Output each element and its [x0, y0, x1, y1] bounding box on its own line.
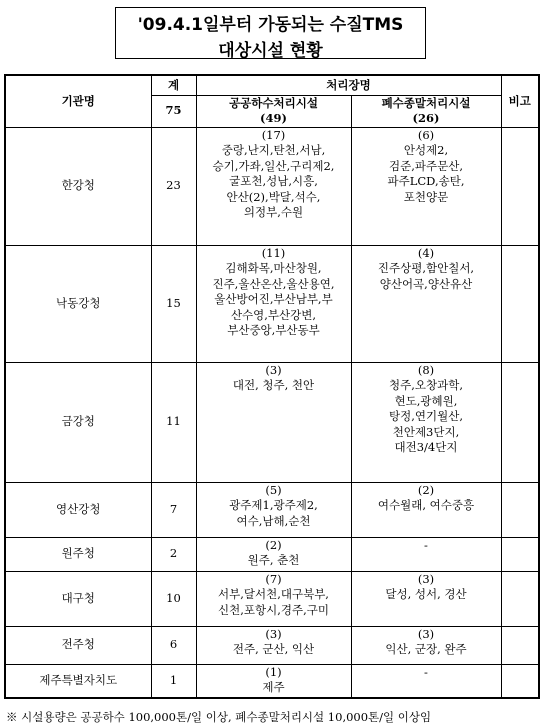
- table-row: [5, 626, 539, 664]
- agency-cell: 낙동강청: [5, 245, 151, 362]
- header-agency: 기관명: [5, 75, 151, 127]
- agency-cell: 한강청: [5, 127, 151, 245]
- total-cell: 11: [151, 362, 196, 482]
- public-facilities-cell: [196, 664, 351, 698]
- public-facility-line: 의정부,수원: [243, 205, 304, 219]
- table-row: [5, 362, 539, 482]
- public-facility-line: 승기,가좌,일산,구리제2,: [212, 158, 335, 173]
- waste-facility-line: 청주,오창과학,: [389, 378, 463, 392]
- total-cell: 1: [151, 664, 196, 698]
- public-facilities-cell: [196, 571, 351, 626]
- waste-facilities-cell: [351, 571, 501, 626]
- total-cell: 15: [151, 245, 196, 362]
- agency-cell: 대구청: [5, 571, 151, 626]
- total-cell: 23: [151, 127, 196, 245]
- waste-count: (3): [417, 626, 435, 641]
- waste-facilities-cell: [351, 127, 501, 245]
- table-row: [5, 127, 539, 245]
- waste-facility-line: 포천양문: [403, 189, 449, 204]
- note-cell: [501, 537, 539, 571]
- public-facilities-cell: [196, 362, 351, 482]
- note-cell: [501, 245, 539, 362]
- note-cell: [501, 482, 539, 537]
- note-cell: [501, 362, 539, 482]
- waste-facility-line: 파주LCD,송탄,: [387, 174, 465, 188]
- public-count: (7): [265, 571, 282, 586]
- header-public-label: 공공하수처리시설: [229, 95, 318, 110]
- public-facility-line: 광주제1,광주제2,: [229, 498, 318, 512]
- table-row: [5, 537, 539, 571]
- waste-facilities-cell: [351, 362, 501, 482]
- title-line-1: '09.4.1일부터 가동되는 수질TMS: [137, 15, 404, 35]
- waste-count: (6): [417, 127, 435, 142]
- public-count: (17): [261, 127, 286, 142]
- public-facility-line: 김해화목,마산창원,: [225, 261, 322, 275]
- public-facility-line: 굴포천,성남,시흥,: [229, 174, 318, 188]
- agency-cell: 금강청: [5, 362, 151, 482]
- table-row: [5, 245, 539, 362]
- waste-facility-line: 달성, 성서, 경산: [385, 587, 467, 601]
- note-cell: [501, 664, 539, 698]
- waste-facilities-cell: [351, 664, 501, 698]
- table-row: [5, 664, 539, 698]
- header-waste: [351, 95, 501, 127]
- public-facilities-cell: [196, 537, 351, 571]
- public-facility-line: 중랑,난지,탄천,서남,: [221, 143, 326, 157]
- total-cell: 2: [151, 537, 196, 571]
- waste-count: (3): [417, 571, 435, 586]
- table-row: [5, 571, 539, 626]
- waste-count: (8): [417, 362, 435, 377]
- footnote: ※ 시설용량은 공공하수 100,000톤/일 이상, 폐수종말처리시설 10,000톤/일 이상임: [6, 710, 432, 724]
- public-facility-line: 전주, 군산, 익산: [232, 642, 315, 656]
- public-count: (3): [265, 626, 282, 641]
- note-cell: [501, 571, 539, 626]
- public-facility-line: 산수영,부산강변,: [230, 307, 317, 322]
- header-public: [196, 95, 351, 127]
- public-facility-line: 신천,포항시,경주,구미: [218, 602, 329, 617]
- public-count: (3): [265, 362, 282, 377]
- table-body: [5, 127, 539, 698]
- total-cell: 7: [151, 482, 196, 537]
- waste-facility-line: 진주상평,함안칠서,: [377, 261, 475, 275]
- waste-facility-line: 여수월래, 여수중흥: [377, 498, 475, 512]
- waste-facilities-cell: [351, 537, 501, 571]
- header-total-count: 75: [151, 95, 196, 127]
- public-count: (1): [265, 664, 282, 679]
- agency-cell: 전주청: [5, 626, 151, 664]
- public-count: (5): [265, 482, 282, 497]
- agency-cell: 제주특별자치도: [5, 664, 151, 698]
- waste-count: (2): [417, 482, 435, 497]
- table-row: [5, 482, 539, 537]
- waste-facility-line: 천안제3단지,: [392, 424, 460, 439]
- total-cell: 10: [151, 571, 196, 626]
- public-count: (11): [261, 245, 286, 260]
- waste-facility-line: -: [424, 537, 428, 552]
- waste-facility-line: 검준,파주문산,: [389, 158, 463, 173]
- public-facilities-cell: [196, 482, 351, 537]
- waste-facilities-cell: [351, 626, 501, 664]
- public-count: (2): [265, 537, 282, 552]
- note-cell: [501, 626, 539, 664]
- public-facility-line: 대전, 청주, 천안: [232, 378, 315, 392]
- waste-facility-line: 탕정,연기월산,: [389, 409, 463, 423]
- facility-table: [4, 74, 540, 699]
- waste-count: (4): [417, 245, 435, 260]
- waste-facility-line: 익산, 군장, 완주: [385, 642, 467, 656]
- header-public-count: (49): [260, 111, 287, 125]
- public-facilities-cell: [196, 245, 351, 362]
- waste-facility-line: 대전3/4단지: [394, 440, 458, 454]
- title-box: [115, 7, 426, 59]
- waste-facility-line: 양산어곡,양산유산: [379, 276, 473, 291]
- public-facilities-cell: [196, 626, 351, 664]
- public-facility-line: 제주: [262, 680, 285, 694]
- header-waste-label: 폐수종말처리시설: [381, 95, 471, 110]
- public-facilities-cell: [196, 127, 351, 245]
- header-note: 비고: [501, 75, 539, 127]
- total-cell: 6: [151, 626, 196, 664]
- waste-facilities-cell: [351, 245, 501, 362]
- agency-cell: 영산강청: [5, 482, 151, 537]
- public-facility-line: 원주, 춘천: [247, 553, 300, 567]
- public-facility-line: 진주,울산온산,울산용연,: [212, 276, 335, 291]
- header-total: 계: [151, 75, 196, 95]
- waste-facility-line: 현도,광혜원,: [394, 393, 458, 408]
- agency-cell: 원주청: [5, 537, 151, 571]
- public-facility-line: 부산중앙,부산동부: [227, 323, 320, 337]
- header-waste-count: (26): [412, 111, 440, 125]
- header-facilities: 처리장명: [196, 75, 501, 95]
- note-cell: [501, 127, 539, 245]
- waste-facility-line: -: [424, 664, 428, 679]
- waste-facility-line: 안성제2,: [403, 143, 449, 157]
- public-facility-line: 여수,남해,순천: [236, 513, 311, 528]
- public-facility-line: 안산(2),박달,석수,: [226, 189, 321, 204]
- public-facility-line: 서부,달서천,대구북부,: [218, 587, 329, 601]
- waste-facilities-cell: [351, 482, 501, 537]
- public-facility-line: 울산방어진,부산남부,부: [214, 292, 333, 306]
- title-line-2: 대상시설 현황: [218, 41, 323, 61]
